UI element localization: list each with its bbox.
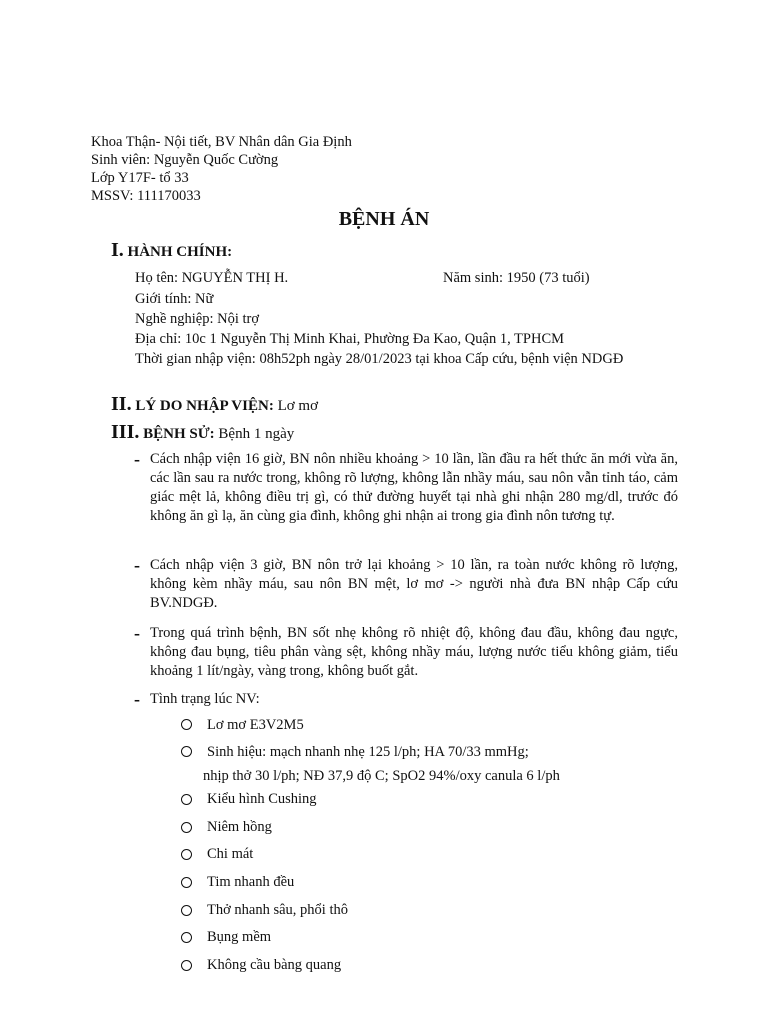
section-1-number: I. bbox=[111, 239, 124, 261]
status-item: Lơ mơ E3V2M5 bbox=[207, 717, 304, 733]
patient-gender: Giới tính: Nữ bbox=[135, 291, 214, 307]
patient-occupation: Nghề nghiệp: Nội trợ bbox=[135, 311, 260, 327]
circle-bullet-icon bbox=[181, 877, 192, 888]
bullet-dash: - bbox=[134, 555, 140, 575]
circle-bullet-icon bbox=[181, 746, 192, 757]
bullet-dash: - bbox=[134, 623, 140, 643]
section-1-title: HÀNH CHÍNH: bbox=[127, 244, 233, 260]
section-1-heading bbox=[111, 239, 232, 262]
status-item: Bụng mềm bbox=[207, 929, 272, 945]
status-item: Thở nhanh sâu, phổi thô bbox=[207, 902, 348, 918]
patient-birth-year: Năm sinh: 1950 (73 tuổi) bbox=[443, 270, 590, 286]
header-department: Khoa Thận- Nội tiết, BV Nhân dân Gia Định bbox=[91, 134, 352, 150]
section-2-title: LÝ DO NHẬP VIỆN: bbox=[135, 398, 274, 414]
section-2-number: II. bbox=[111, 393, 132, 415]
status-vitals-continued: nhịp thở 30 l/ph; NĐ 37,9 độ C; SpO2 94%/oxy canula 6 l/ph bbox=[203, 768, 560, 784]
section-3-heading bbox=[111, 421, 294, 444]
circle-bullet-icon bbox=[181, 719, 192, 730]
circle-bullet-icon bbox=[181, 932, 192, 943]
section-2-heading bbox=[111, 393, 318, 416]
status-item: Sinh hiệu: mạch nhanh nhẹ 125 l/ph; HA 70/33 mmHg; bbox=[207, 744, 529, 760]
circle-bullet-icon bbox=[181, 849, 192, 860]
history-item-1: Cách nhập viện 16 giờ, BN nôn nhiều khoảng > 10 lần, lần đầu ra hết thức ăn mới vừa ăn, các lần sau ra nước trong, không rõ lượng, không lẫn nhầy máu, sau nôn vẫn tỉnh táo, cảm giác mệt lả, không điều trị gì, có thử đường huyết tại nhà ghi nhận 280 mg/dl, trước đó không ăn gì lạ, ăn cùng gia đình, không ghi nhận ai trong gia đình nôn tương tự. bbox=[150, 451, 678, 524]
section-3-number: III. bbox=[111, 421, 140, 443]
status-item: Tim nhanh đều bbox=[207, 874, 295, 890]
history-item-2: Cách nhập viện 3 giờ, BN nôn trở lại khoảng > 10 lần, ra toàn nước không rõ lượng, không kèm nhầy máu, sau nôn BN mệt, lơ mơ -> người nhà đưa BN nhập Cấp cứu BV.NDGĐ. bbox=[150, 557, 678, 611]
admission-time: Thời gian nhập viện: 08h52ph ngày 28/01/2023 tại khoa Cấp cứu, bệnh viện NDGĐ bbox=[135, 351, 624, 367]
admission-reason: Lơ mơ bbox=[277, 398, 319, 414]
status-item: Niêm hồng bbox=[207, 819, 272, 835]
status-item: Kiểu hình Cushing bbox=[207, 791, 317, 807]
circle-bullet-icon bbox=[181, 822, 192, 833]
bullet-dash: - bbox=[134, 689, 140, 709]
header-student: Sinh viên: Nguyễn Quốc Cường bbox=[91, 152, 279, 168]
header-student-id: MSSV: 111170033 bbox=[91, 188, 201, 204]
section-3-title: BỆNH SỬ: bbox=[143, 426, 215, 442]
circle-bullet-icon bbox=[181, 960, 192, 971]
circle-bullet-icon bbox=[181, 905, 192, 916]
illness-duration: Bệnh 1 ngày bbox=[218, 426, 295, 442]
document-title: BỆNH ÁN bbox=[338, 208, 430, 230]
patient-address: Địa chỉ: 10c 1 Nguyễn Thị Minh Khai, Phường Đa Kao, Quận 1, TPHCM bbox=[135, 331, 565, 347]
bullet-dash: - bbox=[134, 449, 140, 469]
patient-name: Họ tên: NGUYỄN THỊ H. bbox=[135, 270, 289, 286]
status-item: Chi mát bbox=[207, 846, 254, 862]
status-item: Không cầu bàng quang bbox=[207, 957, 342, 973]
circle-bullet-icon bbox=[181, 794, 192, 805]
history-item-3: Trong quá trình bệnh, BN sốt nhẹ không rõ nhiệt độ, không đau đầu, không đau ngực, không đau bụng, tiêu phân vàng sệt, không nhầy máu, lượng nước tiểu không giảm, tiểu khoảng 1 lít/ngày, vàng trong, không buốt gắt. bbox=[150, 625, 678, 679]
header-class: Lớp Y17F- tổ 33 bbox=[91, 170, 189, 186]
history-item-4: Tình trạng lúc NV: bbox=[150, 691, 260, 707]
